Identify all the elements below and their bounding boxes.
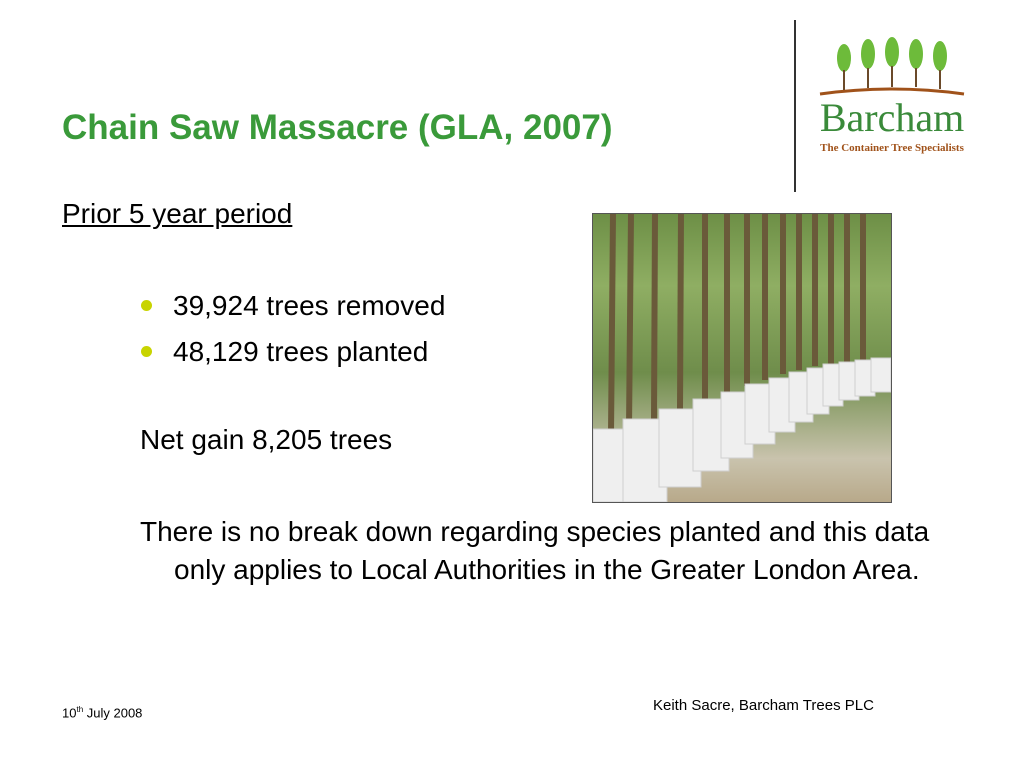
nursery-trees-photo [592, 213, 892, 503]
bullet-text: 48,129 trees planted [173, 336, 429, 367]
logo-tagline: The Container Tree Specialists [820, 142, 964, 154]
slide-title: Chain Saw Massacre (GLA, 2007) [62, 108, 613, 147]
bullet-item [140, 334, 445, 380]
footer-date-suffix: th [76, 705, 84, 714]
logo-name: Barcham [819, 95, 965, 140]
footer-date-rest: July 2008 [83, 705, 143, 721]
bullet-item [140, 288, 445, 334]
net-gain-text: Net gain 8,205 trees [140, 424, 393, 455]
barcham-logo [802, 36, 982, 160]
footer-date-day: 10 [62, 705, 77, 721]
bullet-dot-icon [141, 346, 152, 357]
tree-row-logo-graphic [802, 36, 982, 100]
bullet-dot-icon [141, 300, 152, 311]
bullet-list [140, 288, 445, 380]
logo-divider [794, 20, 796, 192]
footer-date [62, 705, 142, 720]
footer-author: Keith Sacre, Barcham Trees PLC [653, 697, 874, 714]
slide-subtitle: Prior 5 year period [62, 198, 293, 229]
container-trees-image [593, 214, 891, 502]
note-paragraph: There is no break down regarding species planted and this data only applies to Local Authorities in the Greater London Area. [140, 516, 930, 585]
bullet-text: 39,924 trees removed [173, 290, 446, 321]
